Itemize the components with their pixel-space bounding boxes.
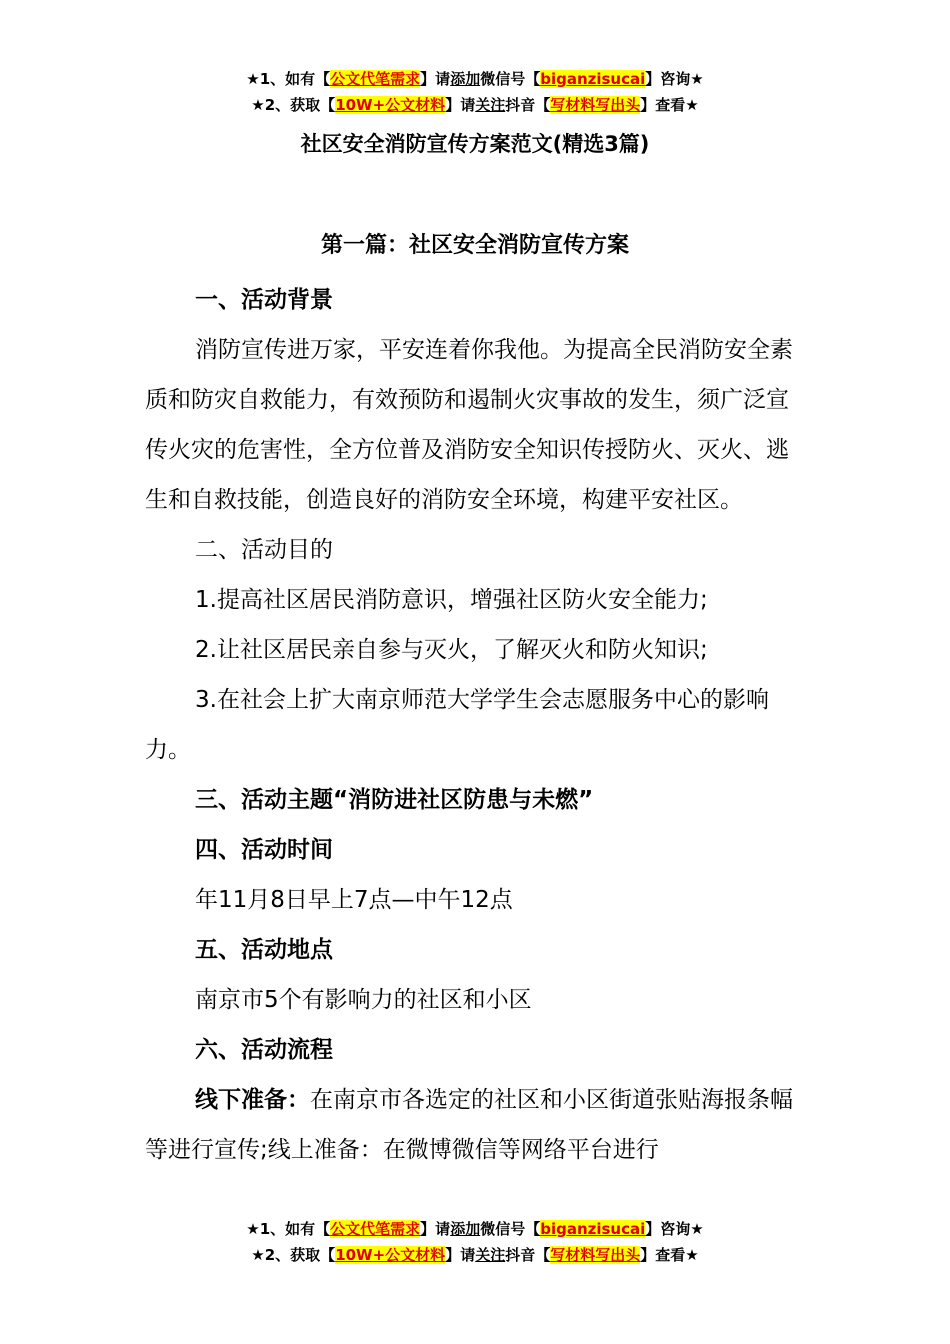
- top-banner: [0, 66, 950, 118]
- highlight-text: 10W+公文材料: [335, 96, 446, 114]
- activity-place: 南京市5个有影响力的社区和小区: [195, 987, 532, 1013]
- highlight-text: 10W+公文材料: [335, 1246, 446, 1264]
- heading-place: 五、活动地点: [195, 937, 333, 963]
- list-item: 3.在社会上扩大南京师范大学学生会志愿服务中心的影响力。: [145, 687, 769, 763]
- banner-line-1: ★1、如有【公文代笔需求】请添加微信号【biganzisucai】咨询★: [246, 70, 704, 88]
- highlight-text: 写材料写出头: [550, 96, 641, 114]
- highlight-text: biganzisucai: [540, 70, 646, 88]
- heading-process: 六、活动流程: [195, 1037, 333, 1063]
- paragraph-preparation: 线下准备：在南京市各选定的社区和小区街道张贴海报条幅等进行宣传;线上准备：在微博微信等网络平台进行: [145, 1087, 793, 1163]
- document-title: 社区安全消防宣传方案范文(精选3篇): [300, 132, 650, 156]
- highlight-text: 公文代笔需求: [330, 1220, 421, 1238]
- heading-background: 一、活动背景: [195, 287, 333, 313]
- section-title: 第一篇：社区安全消防宣传方案: [320, 233, 629, 258]
- list-item: 1.提高社区居民消防意识，增强社区防火安全能力;: [195, 587, 708, 613]
- highlight-text: biganzisucai: [540, 1220, 646, 1238]
- banner-line-2: ★2、获取【10W+公文材料】请关注抖音【写材料写出头】查看★: [251, 1246, 699, 1264]
- list-item: 2.让社区居民亲自参与灭火，了解灭火和防火知识;: [195, 637, 708, 663]
- highlight-text: 写材料写出头: [550, 1246, 641, 1264]
- banner-line-2: ★2、获取【10W+公文材料】请关注抖音【写材料写出头】查看★: [251, 96, 699, 114]
- heading-theme: 三、活动主题“消防进社区防患与未燃”: [195, 787, 594, 813]
- banner-line-1: ★1、如有【公文代笔需求】请添加微信号【biganzisucai】咨询★: [246, 1220, 704, 1238]
- document-body: [145, 275, 810, 1175]
- bottom-banner: [0, 1216, 950, 1268]
- heading-time: 四、活动时间: [195, 837, 333, 863]
- activity-time: 年11月8日早上7点—中午12点: [195, 887, 513, 913]
- highlight-text: 公文代笔需求: [330, 70, 421, 88]
- heading-purpose: 二、活动目的: [195, 537, 333, 563]
- preparation-label: 线下准备：: [195, 1087, 310, 1113]
- paragraph-background: 消防宣传进万家，平安连着你我他。为提高全民消防安全素质和防灾自救能力，有效预防和遏制火灾事故的发生，须广泛宣传火灾的危害性，全方位普及消防安全知识传授防火、灭火、逃生和自救技能，创造良好的消防安全环境，构建平安社区。: [145, 337, 793, 513]
